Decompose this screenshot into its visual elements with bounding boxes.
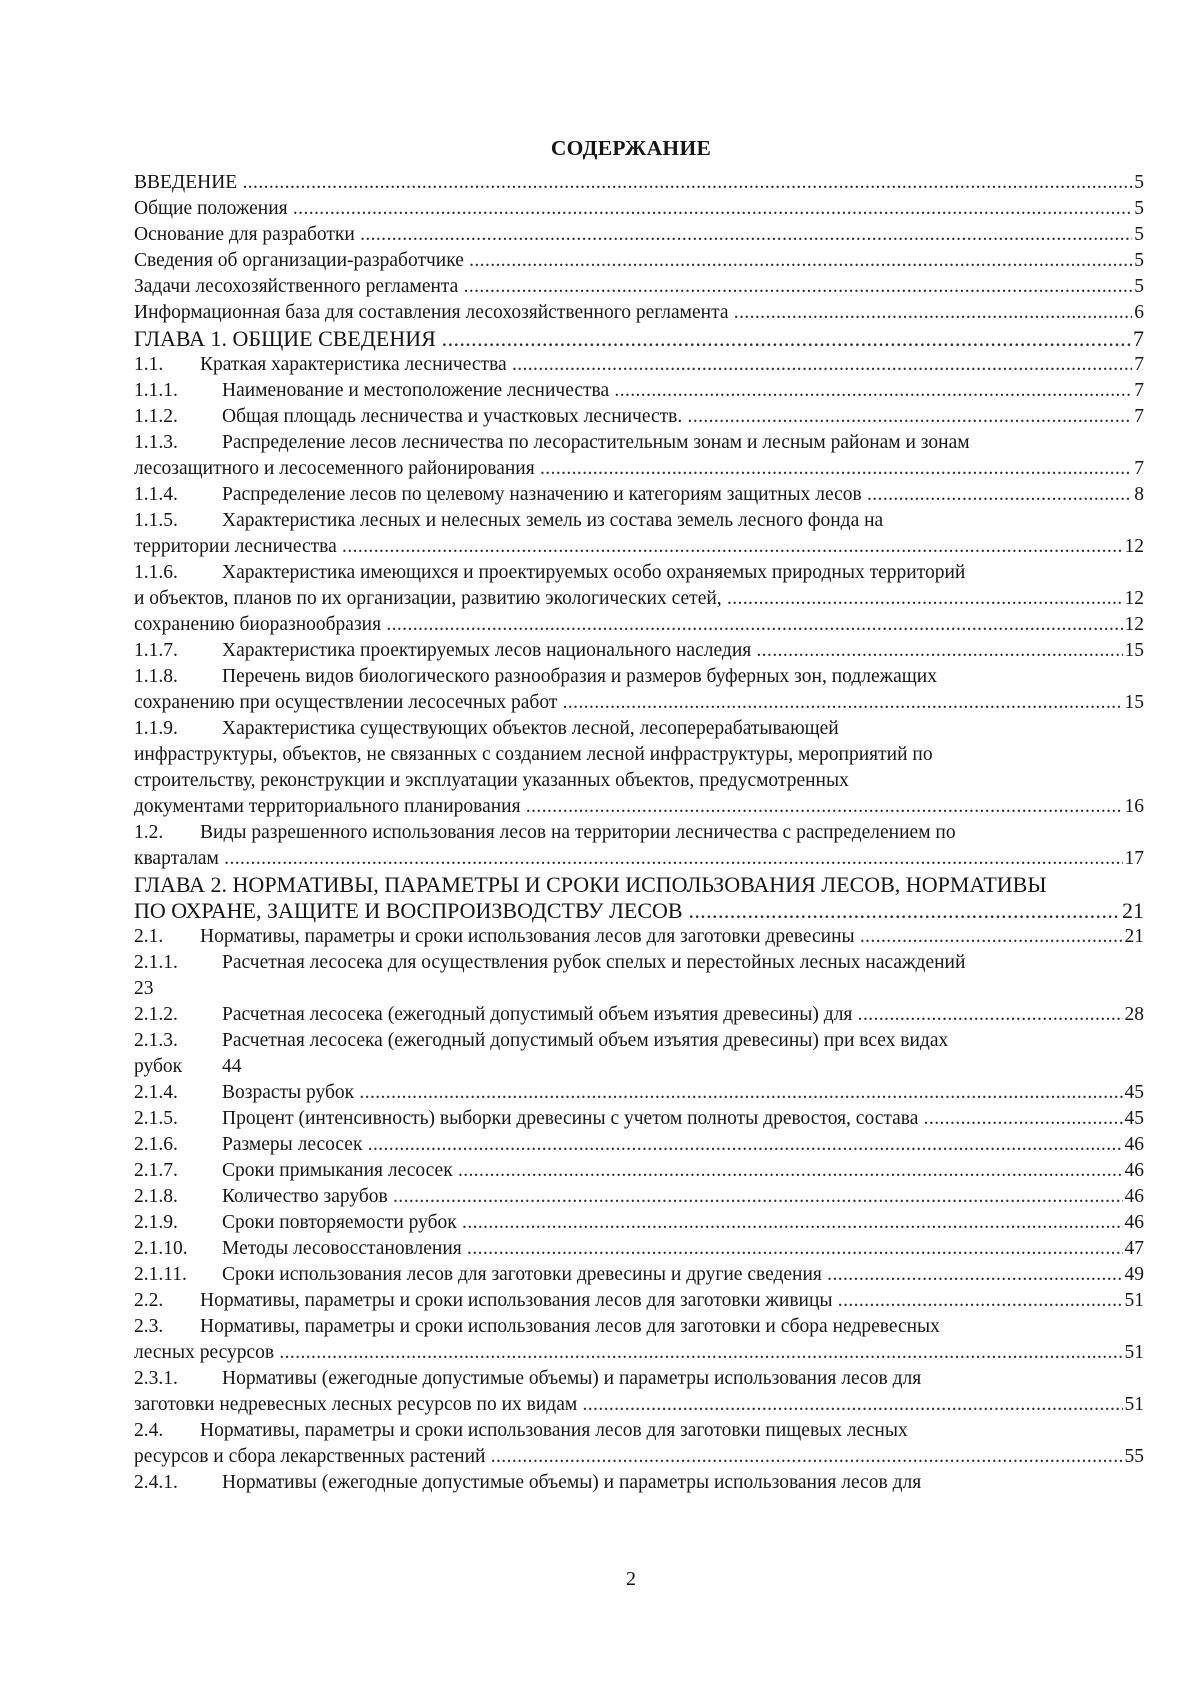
- toc-entry: [134, 326, 1144, 352]
- toc-entry-number: 1.1.8.: [134, 666, 178, 687]
- toc-entry-text: Распределение лесов по целевому назначению и категориям защитных лесов: [222, 484, 862, 505]
- toc-entry-text: Количество зарубов: [222, 1186, 388, 1207]
- toc-entry-page: 7: [1132, 404, 1144, 430]
- toc-entry: [134, 1080, 1144, 1106]
- toc-entry-number: 1.1.9.: [134, 718, 178, 739]
- toc-entry-page: 51: [1123, 1392, 1145, 1418]
- toc-entry-page: 6: [1132, 300, 1144, 326]
- toc-entry-page: 46: [1123, 1132, 1145, 1158]
- toc-entry: [134, 274, 1144, 300]
- toc-entry: [134, 170, 1144, 196]
- toc-entry-number: 1.1.2.: [134, 406, 178, 427]
- page-number: 2: [626, 1568, 636, 1590]
- toc-entry: [134, 456, 1144, 482]
- toc-entry-text: Расчетная лесосека (ежегодный допустимый объем изъятия древесины) при всех видах: [222, 1030, 949, 1051]
- toc-entry: [134, 612, 1144, 638]
- toc-entry-number: 2.2.: [134, 1290, 164, 1311]
- toc-entry: [134, 1340, 1144, 1366]
- toc-entry-text: Методы лесовосстановления: [222, 1238, 462, 1259]
- toc-entry: [134, 1106, 1144, 1132]
- toc-entry-text: Нормативы, параметры и сроки использования лесов для заготовки живицы: [200, 1290, 833, 1311]
- toc-entry: [134, 924, 1144, 950]
- toc-entry-text: Основание для разработки: [134, 224, 355, 245]
- toc-entry-number: 1.1.: [134, 354, 164, 375]
- toc-entry-text: Характеристика проектируемых лесов национального наследия: [222, 640, 752, 661]
- toc-entry-number: 1.1.7.: [134, 640, 178, 661]
- toc-entry: [134, 742, 1144, 768]
- toc-entry: [134, 664, 1144, 690]
- toc-entry-page: 45: [1123, 1106, 1145, 1132]
- toc-entry-text: Сроки использования лесов для заготовки древесины и другие сведения: [222, 1264, 822, 1285]
- toc-entry: [134, 222, 1144, 248]
- toc-entry-page: 7: [1133, 326, 1144, 351]
- toc-entry: [134, 1288, 1144, 1314]
- toc-entry: [134, 1444, 1144, 1470]
- toc-entry-text: Наименование и местоположение лесничества: [222, 380, 610, 401]
- toc-entry-text: Нормативы, параметры и сроки использования лесов для заготовки пищевых лесных: [200, 1420, 908, 1441]
- toc-entry-page: 55: [1123, 1444, 1145, 1470]
- toc-entry: [134, 872, 1144, 898]
- toc-entry-number: 1.1.4.: [134, 484, 178, 505]
- toc-entry-number: 2.1.6.: [134, 1134, 178, 1155]
- toc-entry: [134, 508, 1144, 534]
- toc-entry-text: ГЛАВА 1. ОБЩИЕ СВЕДЕНИЯ: [134, 326, 436, 351]
- toc-entry-number: 1.1.5.: [134, 510, 178, 531]
- toc-entry-text: Общая площадь лесничества и участковых лесничеств.: [222, 406, 683, 427]
- toc-entry: [134, 1392, 1144, 1418]
- toc-entry-number: 2.4.1.: [134, 1472, 178, 1493]
- toc-entry: [134, 846, 1144, 872]
- toc-entry-number: 2.1.2.: [134, 1004, 178, 1025]
- toc-entry-page: 7: [1132, 378, 1144, 404]
- toc-entry: [134, 1236, 1144, 1262]
- toc-entry-number: 2.4.: [134, 1420, 164, 1441]
- toc-entry-text: Возрасты рубок: [222, 1082, 355, 1103]
- toc-entry-number: 2.3.1.: [134, 1368, 178, 1389]
- toc-entry-number: 1.1.6.: [134, 562, 178, 583]
- toc-entry-number: 2.1.10.: [134, 1238, 188, 1259]
- toc-entry-text: Размеры лесосек: [222, 1134, 363, 1155]
- toc-entry-page: 5: [1132, 248, 1144, 274]
- toc-entry-text: Характеристика существующих объектов лесной, лесоперерабатывающей: [222, 718, 839, 739]
- toc-entry: [134, 586, 1144, 612]
- toc-entry: [134, 1002, 1144, 1028]
- toc-entry-text: Распределение лесов лесничества по лесорастительным зонам и лесным районам и зонам: [222, 432, 970, 453]
- toc-entry-number: 1.1.3.: [134, 432, 178, 453]
- toc-entry: [134, 1262, 1144, 1288]
- toc-entry-text: Нормативы, параметры и сроки использования лесов для заготовки и сбора недревесных: [200, 1316, 940, 1337]
- toc-entry: [134, 638, 1144, 664]
- toc-entry-text: лесозащитного и лесосеменного районирования: [134, 458, 535, 479]
- toc-entry: [134, 1054, 1144, 1080]
- toc-entry: [134, 1366, 1144, 1392]
- toc-entry-page: 16: [1123, 794, 1145, 820]
- toc-entry: [134, 482, 1144, 508]
- toc-entry-text: Сроки примыкания лесосек: [222, 1160, 453, 1181]
- toc-entry-text: Краткая характеристика лесничества: [200, 354, 507, 375]
- toc-entry: [134, 534, 1144, 560]
- toc-entry: [134, 1132, 1144, 1158]
- toc-entry-text: Информационная база для составления лесохозяйственного регламента: [134, 302, 729, 323]
- toc-entry: [134, 768, 1144, 794]
- toc-entry-text: Процент (интенсивность) выборки древесины с учетом полноты древостоя, состава: [222, 1108, 919, 1129]
- toc-entry-number: 2.1.8.: [134, 1186, 178, 1207]
- toc-entry-page: 49: [1123, 1262, 1145, 1288]
- toc-entry-number: 2.1.7.: [134, 1160, 178, 1181]
- toc-entry-page: 51: [1123, 1288, 1145, 1314]
- toc-entry-text: Задачи лесохозяйственного регламента: [134, 276, 459, 297]
- toc-entry-page: 12: [1123, 586, 1145, 612]
- toc-entry: [134, 430, 1144, 456]
- toc-entry-text: Виды разрешенного использования лесов на территории лесничества с распределением по: [200, 822, 956, 843]
- toc-entry: [134, 1314, 1144, 1340]
- toc-entry: [134, 196, 1144, 222]
- toc-entry-number: 2.1.: [134, 926, 164, 947]
- toc-entry: [134, 716, 1144, 742]
- toc-entry: [134, 1158, 1144, 1184]
- toc-entry-text: ВВЕДЕНИЕ: [134, 172, 238, 193]
- toc-entry-page: 46: [1123, 1184, 1145, 1210]
- toc-entry-page: 5: [1132, 222, 1144, 248]
- toc-entry-page: 7: [1132, 352, 1144, 378]
- toc-entry-text: Перечень видов биологического разнообразия и размеров буферных зон, подлежащих: [222, 666, 937, 687]
- table-of-contents: [134, 170, 1144, 1496]
- toc-entry-text: Нормативы, параметры и сроки использования лесов для заготовки древесины: [200, 926, 855, 947]
- toc-entry-number: 2.1.5.: [134, 1108, 178, 1129]
- toc-entry: [134, 1184, 1144, 1210]
- toc-entry-page: 46: [1123, 1210, 1145, 1236]
- toc-entry-text: 23: [134, 978, 154, 999]
- toc-entry-text: ГЛАВА 2. НОРМАТИВЫ, ПАРАМЕТРЫ И СРОКИ ИСПОЛЬЗОВАНИЯ ЛЕСОВ, НОРМАТИВЫ: [134, 872, 1047, 897]
- toc-entry-text: Общие положения: [134, 198, 288, 219]
- toc-entry: [134, 898, 1144, 924]
- toc-entry-text: Нормативы (ежегодные допустимые объемы) и параметры использования лесов для: [222, 1368, 922, 1389]
- toc-entry-text: Нормативы (ежегодные допустимые объемы) и параметры использования лесов для: [222, 1472, 922, 1493]
- toc-entry-page: 28: [1123, 1002, 1145, 1028]
- toc-entry: [134, 690, 1144, 716]
- toc-entry-number: рубок: [134, 1056, 183, 1077]
- toc-entry-text: заготовки недревесных лесных ресурсов по их видам: [134, 1394, 578, 1415]
- toc-entry: [134, 820, 1144, 846]
- toc-entry-text: Характеристика лесных и нелесных земель из состава земель лесного фонда на: [222, 510, 884, 531]
- toc-entry-number: 2.1.11.: [134, 1264, 187, 1285]
- toc-entry-text: сохранению биоразнообразия: [134, 614, 382, 635]
- toc-entry-text: документами территориального планирования: [134, 796, 521, 817]
- toc-entry-page: 17: [1123, 846, 1145, 872]
- toc-entry-number: 2.1.3.: [134, 1030, 178, 1051]
- toc-entry-page: 5: [1132, 170, 1144, 196]
- toc-entry-page: 15: [1123, 690, 1145, 716]
- toc-entry-number: 2.3.: [134, 1316, 164, 1337]
- toc-title: СОДЕРЖАНИЕ: [550, 136, 712, 160]
- toc-entry-text: Расчетная лесосека (ежегодный допустимый объем изъятия древесины) для: [222, 1004, 853, 1025]
- toc-entry-page: 47: [1123, 1236, 1145, 1262]
- toc-entry: [134, 352, 1144, 378]
- toc-entry-page: 51: [1123, 1340, 1145, 1366]
- toc-entry-page: 5: [1132, 196, 1144, 222]
- toc-entry-text: 44: [222, 1056, 242, 1077]
- toc-entry: [134, 1418, 1144, 1444]
- toc-entry-text: Сроки повторяемости рубок: [222, 1212, 457, 1233]
- toc-entry-text: ресурсов и сбора лекарственных растений: [134, 1446, 486, 1467]
- toc-entry: [134, 794, 1144, 820]
- toc-entry: [134, 560, 1144, 586]
- toc-entry-text: ПО ОХРАНЕ, ЗАЩИТЕ И ВОСПРОИЗВОДСТВУ ЛЕСОВ: [134, 898, 683, 923]
- toc-entry-page: 5: [1132, 274, 1144, 300]
- toc-entry-text: Расчетная лесосека для осуществления рубок спелых и перестойных лесных насаждений: [222, 952, 966, 973]
- toc-entry-number: 2.1.1.: [134, 952, 178, 973]
- toc-entry-page: 12: [1123, 534, 1145, 560]
- toc-entry-text: инфраструктуры, объектов, не связанных с созданием лесной инфраструктуры, мероприятий по: [134, 744, 933, 765]
- toc-entry-text: строительству, реконструкции и эксплуатации указанных объектов, предусмотренных: [134, 770, 849, 791]
- toc-entry-text: кварталам: [134, 848, 219, 869]
- toc-entry: [134, 300, 1144, 326]
- toc-entry: [134, 1210, 1144, 1236]
- toc-entry-number: 1.2.: [134, 822, 164, 843]
- toc-entry-number: 2.1.4.: [134, 1082, 178, 1103]
- toc-entry-page: 8: [1132, 482, 1144, 508]
- toc-entry: [134, 950, 1144, 976]
- toc-entry-text: Характеристика имеющихся и проектируемых особо охраняемых природных территорий: [222, 562, 966, 583]
- toc-entry: [134, 248, 1144, 274]
- toc-entry-number: 1.1.1.: [134, 380, 178, 401]
- toc-entry-page: 46: [1123, 1158, 1145, 1184]
- toc-entry-text: сохранению при осуществлении лесосечных работ: [134, 692, 558, 713]
- toc-entry-page: 15: [1123, 638, 1145, 664]
- toc-entry-page: 21: [1122, 898, 1144, 923]
- toc-entry: [134, 378, 1144, 404]
- toc-entry: [134, 404, 1144, 430]
- toc-entry-number: 2.1.9.: [134, 1212, 178, 1233]
- toc-entry: [134, 976, 1144, 1002]
- toc-entry-page: 12: [1123, 612, 1145, 638]
- toc-entry-text: территории лесничества: [134, 536, 337, 557]
- toc-entry-page: 7: [1132, 456, 1144, 482]
- toc-entry-text: и объектов, планов по их организации, развитию экологических сетей,: [134, 588, 722, 609]
- toc-entry: [134, 1470, 1144, 1496]
- toc-entry-text: Сведения об организации-разработчике: [134, 250, 464, 271]
- toc-entry-page: 21: [1123, 924, 1145, 950]
- toc-entry: [134, 1028, 1144, 1054]
- toc-entry-text: лесных ресурсов: [134, 1342, 275, 1363]
- toc-entry-page: 45: [1123, 1080, 1145, 1106]
